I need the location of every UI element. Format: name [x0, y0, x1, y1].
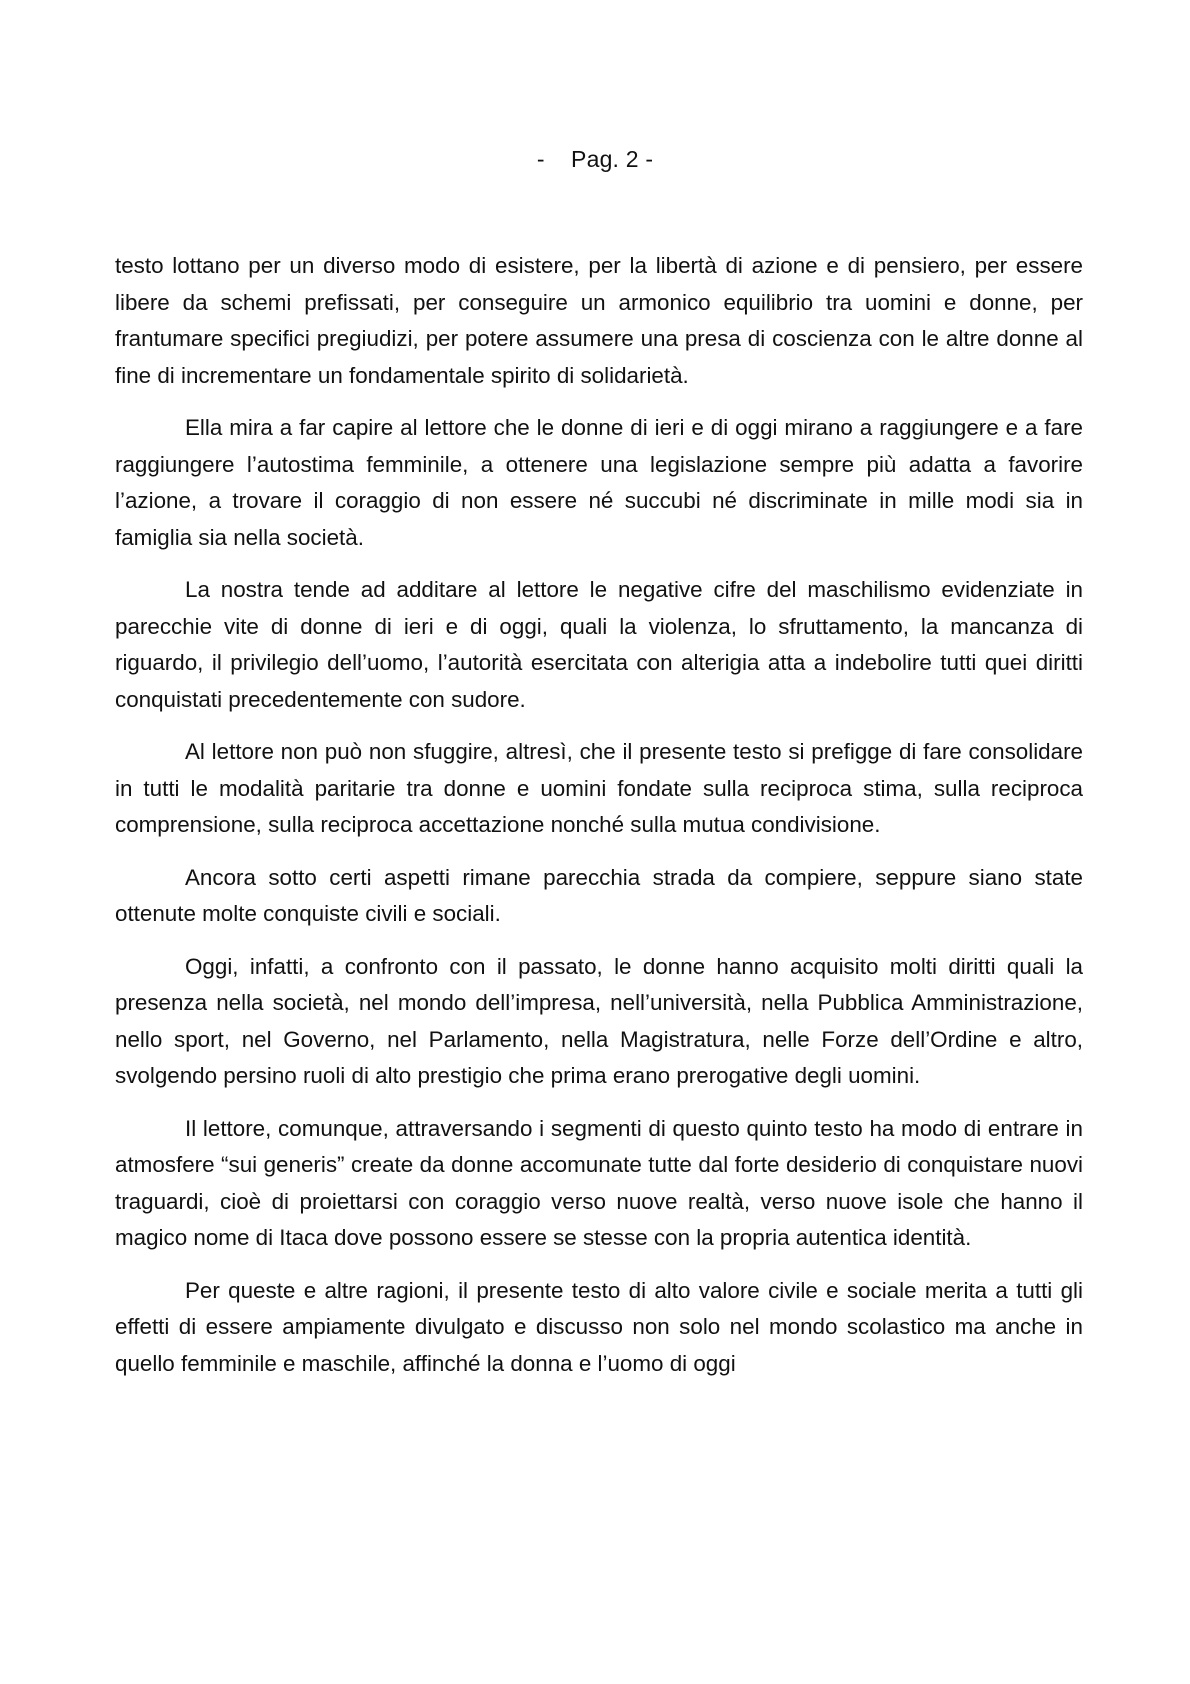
paragraph-1: testo lottano per un diverso modo di esistere, per la libertà di azione e di pensiero, per essere libere da schemi prefissati, per conseguire un armonico equilibrio tra uomini e donne, per frantumare specifici pregiudizi, per potere assumere una presa di coscienza con le altre donne al fine di incrementare un fondamentale spirito di solidarietà. [115, 253, 1083, 388]
paragraph-7: Il lettore, comunque, attraversando i segmenti di questo quinto testo ha modo di entrare in atmosfere “sui generis” create da donne accomunate tutte dal forte desiderio di conquistare nuovi traguardi, cioè di proiettarsi con coraggio verso nuove realtà, verso nuove isole che hanno il magico nome di Itaca dove possono essere se stesse con la propria autentica identità. [115, 1115, 1083, 1250]
body-text [115, 248, 1083, 1382]
paragraph-2: Ella mira a far capire al lettore che le donne di ieri e di oggi mirano a raggiungere e a fare raggiungere l’autostima femminile, a ottenere una legislazione sempre più adatta a favorire l’azione, a trovare il coraggio di non essere né succubi né discriminate in mille modi sia in famiglia sia nella società. [115, 415, 1083, 550]
paragraph-4: Al lettore non può non sfuggire, altresì, che il presente testo si prefigge di fare consolidare in tutti le modalità paritarie tra donne e uomini fondate sulla reciproca stima, sulla reciproca comprensione, sulla reciproca accettazione nonché sulla mutua condivisione. [115, 739, 1083, 837]
paragraph-6: Oggi, infatti, a confronto con il passato, le donne hanno acquisito molti diritti quali la presenza nella società, nel mondo dell’impresa, nell’università, nella Pubblica Amministrazione, nello sport, nel Governo, nel Parlamento, nella Magistratura, nelle Forze dell’Ordine e altro, svolgendo persino ruoli di alto prestigio che prima erano prerogative degli uomini. [115, 953, 1083, 1088]
paragraph-3: La nostra tende ad additare al lettore le negative cifre del maschilismo evidenziate in parecchie vite di donne di ieri e di oggi, quali la violenza, lo sfruttamento, la mancanza di riguardo, il privilegio dell’uomo, l’autorità esercitata con alterigia atta a indebolire tutti quei diritti conquistati precedentemente con sudore. [115, 577, 1083, 712]
paragraph-5: Ancora sotto certi aspetti rimane parecchia strada da compiere, seppure siano state ottenute molte conquiste civili e sociali. [115, 864, 1083, 926]
paragraph-8: Per queste e altre ragioni, il presente testo di alto valore civile e sociale merita a tutti gli effetti di essere ampiamente divulgato e discusso non solo nel mondo scolastico ma anche in quello femminile e maschile, affinché la donna e l’uomo di oggi [115, 1277, 1083, 1376]
page-number: - Pag. 2 - [536, 146, 654, 172]
